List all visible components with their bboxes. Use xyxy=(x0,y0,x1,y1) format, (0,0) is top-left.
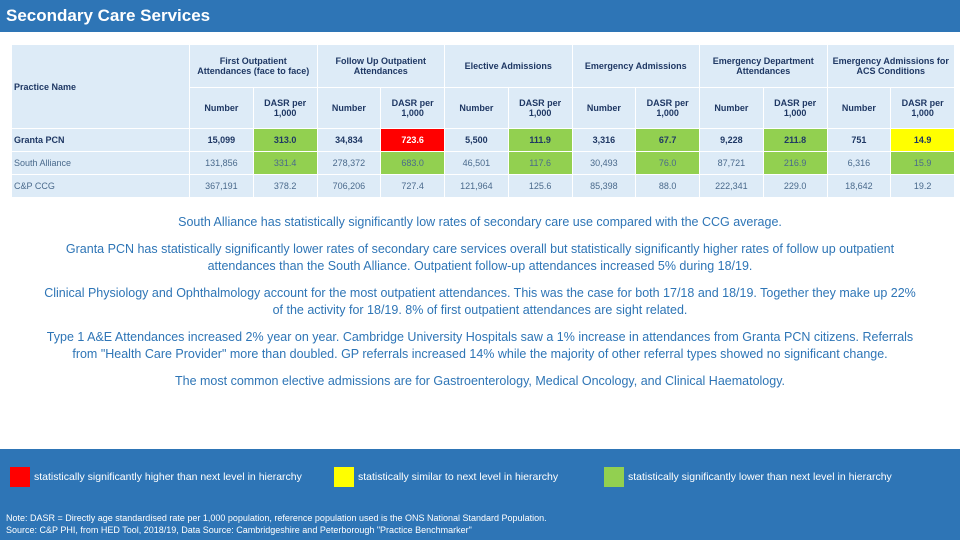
number-cell: 85,398 xyxy=(572,175,636,198)
legend-label: statistically similar to next level in hierarchy xyxy=(358,471,559,483)
dasr-cell: 117.6 xyxy=(508,152,572,175)
commentary xyxy=(40,214,920,400)
table-body xyxy=(12,129,955,198)
dasr-cell: 111.9 xyxy=(508,129,572,152)
table-container xyxy=(6,40,960,190)
number-cell: 15,099 xyxy=(190,129,254,152)
dasr-subheader: DASR per 1,000 xyxy=(891,88,955,129)
dasr-subheader: DASR per 1,000 xyxy=(508,88,572,129)
table-row xyxy=(12,152,955,175)
number-cell: 30,493 xyxy=(572,152,636,175)
practice-name-cell: Granta PCN xyxy=(12,129,190,152)
green-swatch-icon xyxy=(604,467,624,487)
title-bar xyxy=(0,0,960,32)
group-header: Elective Admissions xyxy=(445,45,573,88)
dasr-cell: 378.2 xyxy=(253,175,317,198)
dasr-subheader: DASR per 1,000 xyxy=(253,88,317,129)
number-cell: 278,372 xyxy=(317,152,381,175)
group-header: Emergency Admissions for ACS Conditions xyxy=(827,45,955,88)
red-swatch-icon xyxy=(10,467,30,487)
number-cell: 367,191 xyxy=(190,175,254,198)
footnote-source: Source: C&P PHI, from HED Tool, 2018/19, Data Source: Cambridgeshire and Peterborough "Practice Benchmarker" xyxy=(6,525,472,535)
dasr-cell: 229.0 xyxy=(763,175,827,198)
number-subheader: Number xyxy=(445,88,509,129)
dasr-cell: 331.4 xyxy=(253,152,317,175)
legend-item-similar xyxy=(334,467,558,487)
dasr-subheader: DASR per 1,000 xyxy=(763,88,827,129)
practice-name-cell: C&P CCG xyxy=(12,175,190,198)
table-row xyxy=(12,129,955,152)
commentary-paragraph: South Alliance has statistically significantly low rates of secondary care use compared with the CCG average. xyxy=(178,215,782,229)
group-header: First Outpatient Attendances (face to face) xyxy=(190,45,318,88)
legend-item-higher xyxy=(10,467,302,487)
page-title: Secondary Care Services xyxy=(6,6,211,25)
number-cell: 5,500 xyxy=(445,129,509,152)
dasr-cell: 67.7 xyxy=(636,129,700,152)
practice-name-header: Practice Name xyxy=(12,45,190,129)
commentary-paragraph: Granta PCN has statistically significantly lower rates of secondary care services overall but statistically significantly higher rates of follow up outpatient attendances than the South Alliance. Outpatient follow-up attendances increased 5% during 18/19. xyxy=(65,242,895,273)
footnote xyxy=(6,512,547,536)
group-header: Emergency Admissions xyxy=(572,45,700,88)
commentary-paragraph: Clinical Physiology and Ophthalmology account for the most outpatient attendances. This was the case for both 17/18 and 18/19. Together they make up 22% of the activity for 18/19. 8% of first outpatient attendances are sight related. xyxy=(44,286,916,317)
commentary-paragraph: The most common elective admissions are for Gastroenterology, Medical Oncology, and Clinical Haematology. xyxy=(175,374,785,388)
table-row xyxy=(12,175,955,198)
dasr-cell: 19.2 xyxy=(891,175,955,198)
dasr-cell: 88.0 xyxy=(636,175,700,198)
number-cell: 6,316 xyxy=(827,152,891,175)
number-cell: 18,642 xyxy=(827,175,891,198)
dasr-subheader: DASR per 1,000 xyxy=(636,88,700,129)
dasr-cell: 216.9 xyxy=(763,152,827,175)
number-cell: 9,228 xyxy=(700,129,764,152)
dasr-cell: 683.0 xyxy=(381,152,445,175)
footnote-note: Note: DASR = Directly age standardised rate per 1,000 population, reference population used is the ONS National Standard Population. xyxy=(6,513,547,523)
number-subheader: Number xyxy=(700,88,764,129)
dasr-cell: 211.8 xyxy=(763,129,827,152)
number-subheader: Number xyxy=(572,88,636,129)
group-header: Follow Up Outpatient Attendances xyxy=(317,45,445,88)
legend-bar xyxy=(0,449,960,540)
dasr-cell: 313.0 xyxy=(253,129,317,152)
yellow-swatch-icon xyxy=(334,467,354,487)
commentary-paragraph: Type 1 A&E Attendances increased 2% year on year. Cambridge University Hospitals saw a 1% increase in attendances from Granta PCN citizens. Referrals from "Health Care Provider" more than doubled. GP referrals increased 14% while the majority of other referral types showed no significant change. xyxy=(46,330,914,361)
number-cell: 87,721 xyxy=(700,152,764,175)
number-subheader: Number xyxy=(317,88,381,129)
practice-name-cell: South Alliance xyxy=(12,152,190,175)
secondary-care-table xyxy=(11,44,955,198)
number-cell: 3,316 xyxy=(572,129,636,152)
number-cell: 46,501 xyxy=(445,152,509,175)
legend-label: statistically significantly higher than next level in hierarchy xyxy=(34,471,302,483)
dasr-cell: 15.9 xyxy=(891,152,955,175)
group-header: Emergency Department Attendances xyxy=(700,45,828,88)
number-cell: 121,964 xyxy=(445,175,509,198)
number-subheader: Number xyxy=(827,88,891,129)
number-cell: 706,206 xyxy=(317,175,381,198)
number-cell: 131,856 xyxy=(190,152,254,175)
number-cell: 222,341 xyxy=(700,175,764,198)
dasr-cell: 727.4 xyxy=(381,175,445,198)
number-cell: 34,834 xyxy=(317,129,381,152)
dasr-cell: 125.6 xyxy=(508,175,572,198)
dasr-subheader: DASR per 1,000 xyxy=(381,88,445,129)
legend-item-lower xyxy=(604,467,892,487)
dasr-cell: 14.9 xyxy=(891,129,955,152)
dasr-cell: 723.6 xyxy=(381,129,445,152)
legend-label: statistically significantly lower than next level in hierarchy xyxy=(628,471,892,483)
number-subheader: Number xyxy=(190,88,254,129)
number-cell: 751 xyxy=(827,129,891,152)
dasr-cell: 76.0 xyxy=(636,152,700,175)
